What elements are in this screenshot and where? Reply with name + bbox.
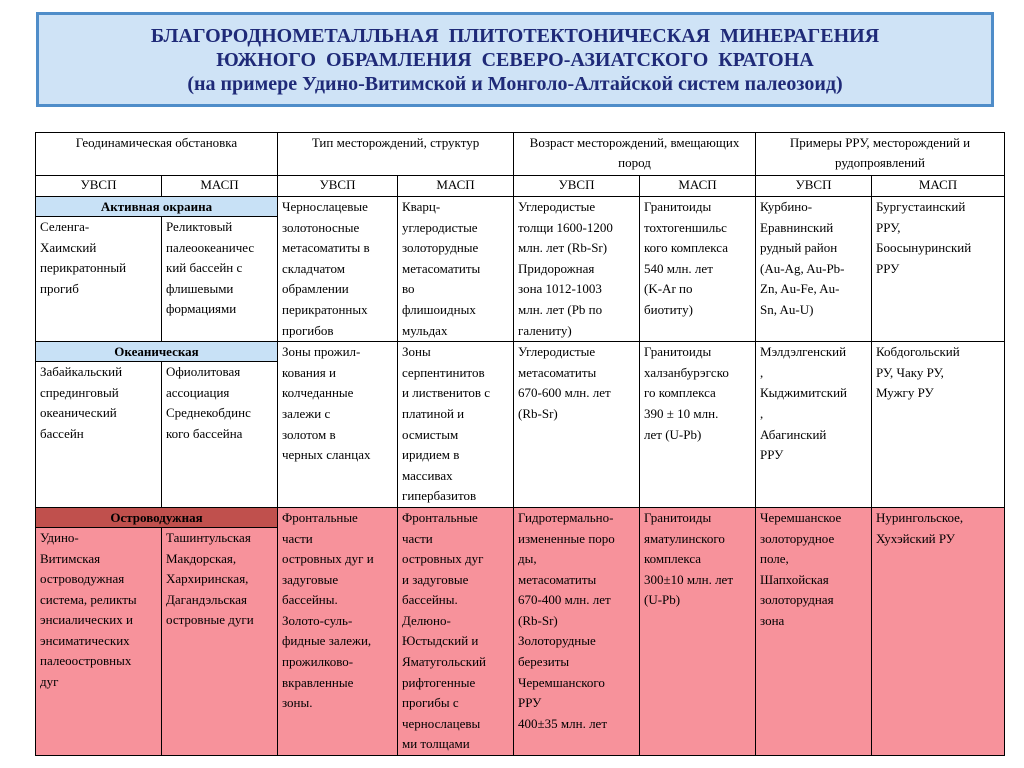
table-cell: Офиолитовая ассоциация Среднекобдинс кого бассейна (162, 362, 278, 508)
sub-header: УВСП (756, 176, 872, 197)
table-cell: Гранитоиды тохтогеншильс кого комплекса 540 млн. лет (K-Ar по биотиту) (640, 197, 756, 342)
sub-header: УВСП (36, 176, 162, 197)
table-cell: Бургустаинский РРУ, Боосынуринский РРУ (872, 197, 1005, 342)
sub-header: МАСП (872, 176, 1005, 197)
table-cell: Мэлдэлгенский , Кыджимитский , Абагинский РРУ (756, 342, 872, 508)
table-cell: Кварц- углеродистые золоторудные метасоматиты во флишоидных мульдах (398, 197, 514, 342)
sub-header: МАСП (640, 176, 756, 197)
table-cell: Гранитоиды халзанбурэгско го комплекса 390 ± 10 млн. лет (U-Pb) (640, 342, 756, 508)
table-cell: Курбино- Еравнинский рудный район (Au-Ag, Au-Pb- Zn, Au-Fe, Au- Sn, Au-U) (756, 197, 872, 342)
title-banner (36, 12, 994, 107)
table-cell: Углеродистые метасоматиты 670-600 млн. лет (Rb-Sr) (514, 342, 640, 508)
section-oceanic-row (36, 342, 1005, 362)
table-cell: Черемшанское золоторудное поле, Шапхойская золоторудная зона (756, 507, 872, 755)
title-line-2: ЮЖНОГО ОБРАМЛЕНИЯ СЕВЕРО-АЗИАТСКОГО КРАТОНА (216, 48, 814, 71)
table-cell: Нурингольское, Хухэйский РУ (872, 507, 1005, 755)
table-cell: Реликтовый палеоокеаничес кий бассейн с флишевыми формациями (162, 217, 278, 342)
table-cell: Чернослацевые золотоносные метасоматиты в складчатом обрамлении перикратонных прогибов (278, 197, 398, 342)
table-cell: Селенга- Хаимский перикратонный прогиб (36, 217, 162, 342)
section-island-arc-row (36, 507, 1005, 527)
table-cell: Углеродистые толщи 1600-1200 млн. лет (Rb-Sr) Придорожная зона 1012-1003 млн. лет (Pb по галениту) (514, 197, 640, 342)
minerageny-table (35, 132, 1005, 756)
section-island-arc-label: Островодужная (36, 507, 278, 527)
table-cell: Фронтальные части островных дуг и задуговые бассейны. Золото-суль- фидные залежи, прожилково- вкравленные зоны. (278, 507, 398, 755)
table-cell: Кобдогольский РУ, Чаку РУ, Мужгу РУ (872, 342, 1005, 508)
header-row-sub (36, 176, 1005, 197)
table-cell: Гранитоиды яматулинского комплекса 300±10 млн. лет (U-Pb) (640, 507, 756, 755)
title-line-1: БЛАГОРОДНОМЕТАЛЛЬНАЯ ПЛИТОТЕКТОНИЧЕСКАЯ МИНЕРАГЕНИЯ (150, 24, 880, 47)
sub-header: МАСП (162, 176, 278, 197)
header-row-main (36, 133, 1005, 176)
title-line-3: (на примере Удино-Витимской и Монголо-Алтайской систем палеозоид) (187, 72, 843, 95)
sub-header: МАСП (398, 176, 514, 197)
table-cell: Ташинтульская Макдорская, Хархиринская, Дагандэльская островные дуги (162, 527, 278, 755)
table-cell: Зоны серпентинитов и лиственитов с платиной и осмистым иридием в массивах гипербазитов (398, 342, 514, 508)
header-deposit-type: Тип месторождений, структур (278, 133, 514, 176)
table-cell: Фронтальные части островных дуг и задуговые бассейны. Делюно- Юстыдский и Яматугольский рифтогенные прогибы с чернослацевы ми толщами (398, 507, 514, 755)
section-oceanic-label: Океаническая (36, 342, 278, 362)
section-active-margin-row (36, 197, 1005, 217)
table-cell: Зоны прожил- кования и колчеданные залежи с золотом в черных сланцах (278, 342, 398, 508)
header-geodynamic: Геодинамическая обстановка (36, 133, 278, 176)
header-age: Возраст месторождений, вмещающих пород (514, 133, 756, 176)
sub-header: УВСП (278, 176, 398, 197)
sub-header: УВСП (514, 176, 640, 197)
table-cell: Гидротермально- измененные поро ды, метасоматиты 670-400 млн. лет (Rb-Sr) Золоторудные березиты Черемшанского РРУ 400±35 млн. лет (514, 507, 640, 755)
section-active-margin-label: Активная окраина (36, 197, 278, 217)
table-cell: Забайкальский спрединговый океанический бассейн (36, 362, 162, 508)
table-cell: Удино- Витимская островодужная система, реликты энсиалических и энсиматических палеоостровных дуг (36, 527, 162, 755)
header-examples: Примеры РРУ, месторождений и рудопроявлений (756, 133, 1005, 176)
